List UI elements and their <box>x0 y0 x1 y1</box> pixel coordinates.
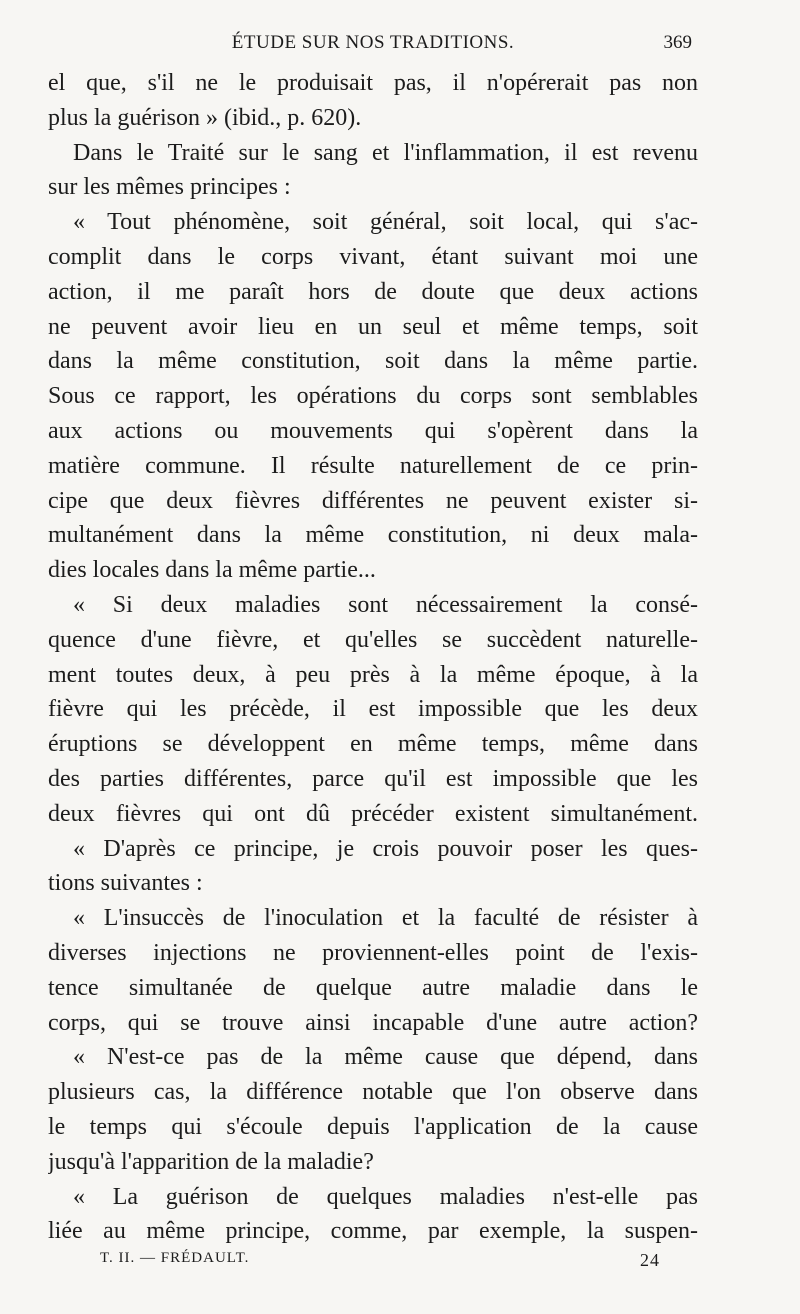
text-line: cipe que deux fièvres différentes ne peuvent exister si- <box>48 487 698 514</box>
text-line: ne peuvent avoir lieu en un seul et même temps, soit <box>48 313 698 340</box>
text-line: le temps qui s'écoule depuis l'application de la cause <box>48 1113 698 1140</box>
text-line: sur les mêmes principes : <box>48 174 291 201</box>
body-text <box>48 66 698 1249</box>
text-line: liée au même principe, comme, par exemple, la suspen- <box>48 1218 698 1245</box>
text-line: « Tout phénomène, soit général, soit local, qui s'ac- <box>73 209 698 236</box>
running-title: ÉTUDE SUR NOS TRADITIONS. <box>231 32 515 53</box>
text-line: fièvre qui les précède, il est impossible que les deux <box>48 696 698 723</box>
text-line: Dans le Traité sur le sang et l'inflammation, il est revenu <box>73 139 698 166</box>
text-line: matière commune. Il résulte naturellement de ce prin- <box>48 452 698 479</box>
text-line: jusqu'à l'apparition de la maladie? <box>48 1148 374 1175</box>
text-line: « L'insuccès de l'inoculation et la faculté de résister à <box>73 905 698 932</box>
page-footer <box>100 1250 660 1280</box>
text-line: dies locales dans la même partie... <box>48 557 376 584</box>
text-line: « La guérison de quelques maladies n'est-elle pas <box>73 1183 698 1210</box>
text-line: el que, s'il ne le produisait pas, il n'opérerait pas non <box>48 70 698 96</box>
text-line: « D'après ce principe, je crois pouvoir poser les ques- <box>73 835 698 862</box>
running-head <box>48 32 698 62</box>
text-line: aux actions ou mouvements qui s'opèrent dans la <box>48 417 698 444</box>
text-line: des parties différentes, parce qu'il est impossible que les <box>48 765 698 792</box>
text-line: tions suivantes : <box>48 870 203 897</box>
text-line: « Si deux maladies sont nécessairement la consé- <box>73 591 698 618</box>
text-line: plus la guérison » (ibid., p. 620). <box>48 104 362 131</box>
sheet-number: 24 <box>640 1250 660 1270</box>
page-number: 369 <box>663 32 692 53</box>
text-line: tence simultanée de quelque autre maladie dans le <box>48 974 698 1001</box>
text-line: deux fièvres qui ont dû précéder existent simultanément. <box>48 800 698 827</box>
text-line: diverses injections ne proviennent-elles point de l'exis- <box>48 939 698 966</box>
text-line: quence d'une fièvre, et qu'elles se succèdent naturelle- <box>48 626 698 653</box>
text-line: ment toutes deux, à peu près à la même époque, à la <box>48 661 698 688</box>
text-line: corps, qui se trouve ainsi incapable d'une autre action? <box>48 1009 698 1036</box>
text-line: multanément dans la même constitution, ni deux mala- <box>48 522 698 549</box>
printer-signature: T. II. — FRÉDAULT. <box>100 1250 250 1266</box>
text-line: action, il me paraît hors de doute que deux actions <box>48 278 698 305</box>
text-line: dans la même constitution, soit dans la même partie. <box>48 348 698 375</box>
text-line: éruptions se développent en même temps, même dans <box>48 731 698 758</box>
text-line: plusieurs cas, la différence notable que l'on observe dans <box>48 1079 698 1106</box>
text-line: complit dans le corps vivant, étant suivant moi une <box>48 243 698 270</box>
text-line: Sous ce rapport, les opérations du corps sont semblables <box>48 383 698 410</box>
text-line: « N'est-ce pas de la même cause que dépend, dans <box>73 1044 698 1071</box>
